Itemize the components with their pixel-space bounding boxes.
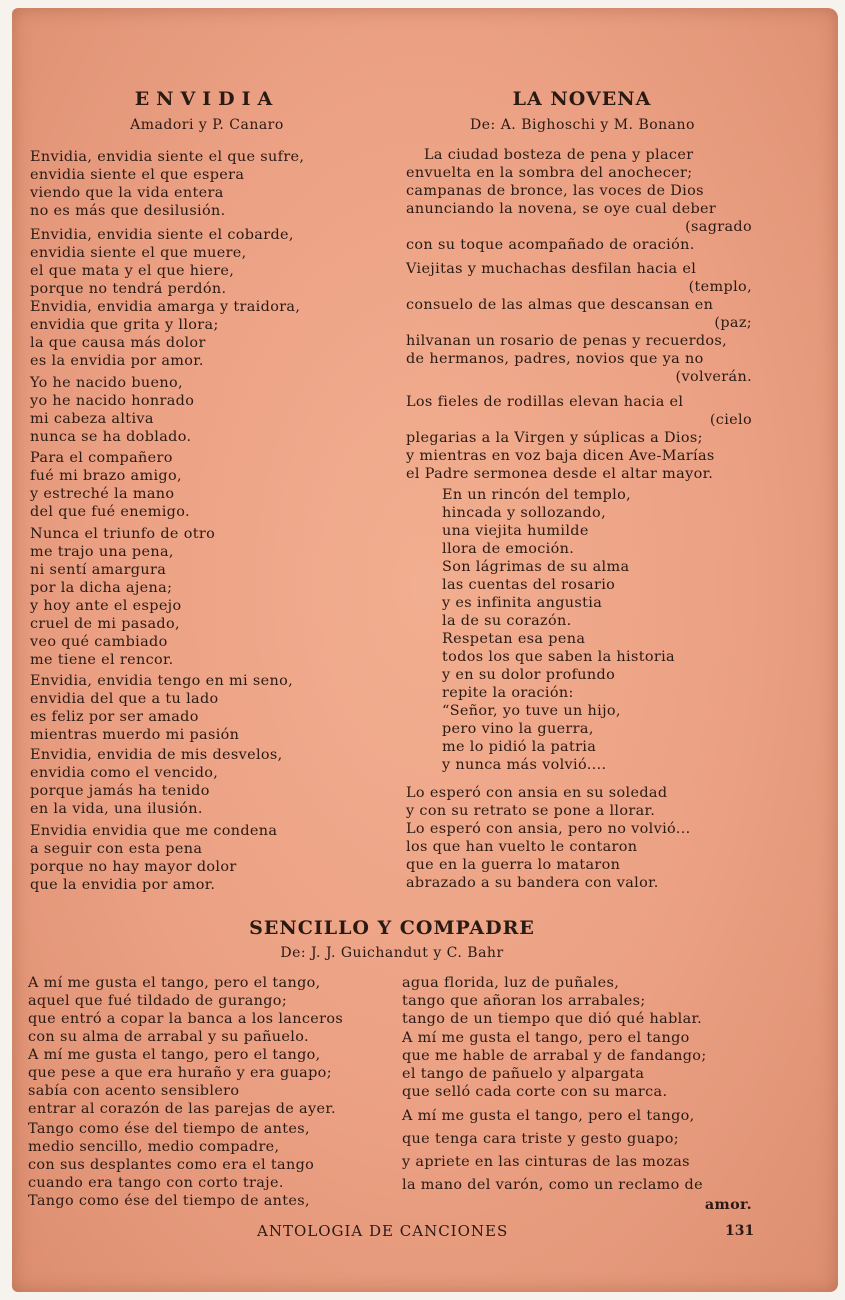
verse-line: Nunca el triunfo de otro: [30, 526, 216, 542]
verse-line: una viejita humilde: [442, 523, 589, 539]
verse-line: Son lágrimas de su alma: [442, 559, 630, 575]
verse-line: plegarias a la Virgen y súplicas a Dios;: [406, 430, 703, 446]
verse-line: hincada y sollozando,: [442, 505, 606, 521]
verse-line: del que fué enemigo.: [30, 504, 190, 520]
verse-line: Respetan esa pena: [442, 631, 586, 647]
verse-line: A mí me gusta el tango, pero el tango: [402, 1030, 690, 1046]
verse-line: a seguir con esta pena: [30, 841, 203, 857]
verse-line: porque no tendrá perdón.: [30, 281, 227, 297]
verse-line: y en su dolor profundo: [442, 667, 616, 683]
verse-line: la que causa más dolor: [30, 335, 206, 351]
sencillo-stanza: [28, 1120, 314, 1210]
verse-line: no es más que desilusión.: [30, 203, 226, 219]
verse-line: la mano del varón, como un reclamo de: [402, 1177, 703, 1193]
verse-line: tango de un tiempo que dió qué hablar.: [402, 1011, 703, 1027]
verse-line: anunciando la novena, se oye cual deber: [406, 201, 717, 217]
verse-line: todos los que saben la historia: [442, 649, 675, 665]
envidia-stanza: [30, 525, 215, 669]
verse-line: y estreché la mano: [30, 486, 175, 502]
verse-line: (templo,: [688, 279, 752, 295]
verse-line: repite la oración:: [442, 685, 574, 701]
novena-stanza: [406, 784, 691, 892]
verse-line: amor.: [704, 1196, 752, 1213]
verse-line: Para el compañero: [30, 450, 173, 466]
verse-line: (volverán.: [675, 369, 752, 385]
verse-line: y con su retrato se pone a llorar.: [406, 803, 656, 819]
verse-line: Envidia envidia que me condena: [30, 823, 278, 839]
verse-line: el Padre sermonea desde el altar mayor.: [406, 466, 714, 482]
verse-line: los que han vuelto le contaron: [406, 839, 638, 855]
verse-line: cruel de mi pasado,: [30, 616, 180, 632]
verse-line: fué mi brazo amigo,: [30, 468, 182, 484]
verse-line: y hoy ante el espejo: [30, 598, 182, 614]
novena-stanza: [406, 393, 754, 483]
verse-line: Lo esperó con ansia, pero no volvió...: [406, 821, 691, 837]
verse-line: (sagrado: [685, 219, 752, 235]
verse-line: hilvanan un rosario de penas y recuerdos,: [406, 333, 728, 349]
verse-line: viendo que la vida entera: [30, 185, 224, 201]
verse-line: medio sencillo, medio compadre,: [28, 1139, 280, 1155]
verse-line: envidia siente el que muere,: [30, 245, 247, 261]
verse-line: agua florida, luz de puñales,: [402, 975, 620, 991]
envidia-stanza: [30, 449, 190, 521]
verse-line: A mí me gusta el tango, pero el tango,: [402, 1108, 695, 1124]
song-byline-envidia: Amadori y P. Canaro: [130, 117, 284, 133]
verse-line: porque no hay mayor dolor: [30, 859, 237, 875]
song-title-la-novena: LA NOVENA: [512, 88, 652, 110]
verse-line: veo qué cambiado: [30, 634, 168, 650]
verse-line: Envidia, envidia amarga y traidora,: [30, 299, 301, 315]
envidia-stanza: [30, 226, 294, 298]
verse-line: Envidia, envidia siente el que sufre,: [30, 149, 305, 165]
page-number: 131: [725, 1223, 755, 1239]
novena-stanza: [406, 260, 754, 386]
song-title-envidia: ENVIDIA: [134, 88, 280, 110]
sencillo-stanza: [28, 974, 343, 1046]
verse-line: es la envidia por amor.: [30, 353, 204, 369]
sencillo-stanza: [28, 1046, 336, 1118]
verse-line: con su toque acompañado de oración.: [406, 237, 695, 253]
verse-line: Envidia, envidia de mis desvelos,: [30, 747, 283, 763]
verse-line: mi cabeza altiva: [30, 411, 154, 427]
verse-line: y mientras en voz baja dicen Ave-Marías: [406, 448, 715, 464]
verse-line: yo he nacido honrado: [30, 393, 195, 409]
verse-line: envidia como el vencido,: [30, 765, 219, 781]
verse-line: el tango de pañuelo y alpargata: [402, 1066, 645, 1082]
verse-line: campanas de bronce, las voces de Dios: [406, 183, 704, 199]
verse-line: A mí me gusta el tango, pero el tango,: [28, 1047, 321, 1063]
verse-line: (paz;: [714, 315, 752, 331]
verse-line: Yo he nacido bueno,: [30, 375, 183, 391]
verse-line: que la envidia por amor.: [30, 877, 216, 893]
verse-line: que pese a que era huraño y era guapo;: [28, 1065, 332, 1081]
verse-line: tango que añoran los arrabales;: [402, 993, 646, 1009]
verse-line: aquel que fué tildado de gurango;: [28, 993, 288, 1009]
verse-line: abrazado a su bandera con valor.: [406, 875, 659, 891]
verse-line: envidia del que a tu lado: [30, 691, 219, 707]
verse-line: que me hable de arrabal y de fandango;: [402, 1048, 707, 1064]
envidia-stanza: [30, 374, 194, 446]
verse-line: que entró a copar la banca a los lanceros: [28, 1011, 344, 1027]
verse-line: que tenga cara triste y gesto guapo;: [402, 1131, 679, 1147]
sencillo-stanza: [402, 1029, 754, 1101]
verse-line: y nunca más volvió....: [442, 757, 607, 773]
book-title-footer: ANTOLOGIA DE CANCIONES: [257, 1222, 509, 1240]
envidia-stanza: [30, 298, 300, 370]
verse-line: nunca se ha doblado.: [30, 429, 192, 445]
verse-line: es feliz por ser amado: [30, 709, 199, 725]
verse-line: la de su corazón.: [442, 613, 572, 629]
verse-line: llora de emoción.: [442, 541, 575, 557]
envidia-stanza: [30, 822, 277, 894]
book-page: [12, 8, 838, 1292]
verse-line: A mí me gusta el tango, pero el tango,: [28, 975, 321, 991]
verse-line: que selló cada corte con su marca.: [402, 1084, 668, 1100]
song-title-sencillo-y-compadre: SENCILLO Y COMPADRE: [249, 917, 535, 939]
verse-line: Envidia, envidia tengo en mi seno,: [30, 673, 294, 689]
verse-line: La ciudad bosteza de pena y placer: [424, 147, 694, 163]
verse-line: entrar al corazón de las parejas de ayer.: [28, 1101, 336, 1117]
verse-line: cuando era tango con corto traje.: [28, 1175, 284, 1191]
sencillo-stanza: [402, 974, 754, 1028]
verse-line: en la vida, una ilusión.: [30, 801, 203, 817]
verse-line: con su alma de arrabal y su pañuelo.: [28, 1029, 309, 1045]
verse-line: sabía con acento sensiblero: [28, 1083, 240, 1099]
verse-line: por la dicha ajena;: [30, 580, 173, 596]
verse-line: mientras muerdo mi pasión: [30, 727, 240, 743]
verse-line: las cuentas del rosario: [442, 577, 616, 593]
song-byline-la-novena: De: A. Bighoschi y M. Bonano: [470, 117, 695, 133]
envidia-stanza: [30, 672, 293, 744]
verse-line: Lo esperó con ansia en su soledad: [406, 785, 668, 801]
verse-line: consuelo de las almas que descansan en: [406, 297, 714, 313]
verse-line: Los fieles de rodillas elevan hacia el: [406, 394, 684, 410]
verse-line: de hermanos, padres, novios que ya no: [406, 351, 704, 367]
verse-line: pero vino la guerra,: [442, 721, 594, 737]
verse-line: Tango como ése del tiempo de antes,: [28, 1193, 310, 1209]
novena-stanza: [406, 146, 754, 254]
verse-line: y es infinita angustia: [442, 595, 603, 611]
verse-line: (cielo: [709, 412, 752, 428]
verse-line: En un rincón del templo,: [442, 487, 632, 503]
verse-line: el que mata y el que hiere,: [30, 263, 235, 279]
verse-line: envuelta en la sombra del anochecer;: [406, 165, 693, 181]
verse-line: me trajo una pena,: [30, 544, 174, 560]
verse-line: porque jamás ha tenido: [30, 783, 210, 799]
verse-line: ni sentí amargura: [30, 562, 167, 578]
verse-line: Envidia, envidia siente el cobarde,: [30, 227, 294, 243]
song-byline-sencillo-y-compadre: De: J. J. Guichandut y C. Bahr: [280, 945, 504, 961]
verse-line: que en la guerra lo mataron: [406, 857, 621, 873]
verse-line: me tiene el rencor.: [30, 652, 174, 668]
verse-line: “Señor, yo tuve un hijo,: [442, 703, 621, 719]
verse-line: Viejitas y muchachas desfilan hacia el: [406, 261, 697, 277]
verse-line: y apriete en las cinturas de las mozas: [402, 1154, 690, 1170]
envidia-stanza: [30, 746, 283, 818]
verse-line: envidia que grita y llora;: [30, 317, 219, 333]
verse-line: con sus desplantes como era el tango: [28, 1157, 315, 1173]
verse-line: envidia siente el que espera: [30, 167, 245, 183]
sencillo-stanza: [402, 1105, 754, 1213]
envidia-stanza: [30, 148, 304, 220]
verse-line: me lo pidió la patria: [442, 739, 597, 755]
novena-indented-stanza: [442, 486, 675, 774]
verse-line: Tango como ése del tiempo de antes,: [28, 1121, 310, 1137]
